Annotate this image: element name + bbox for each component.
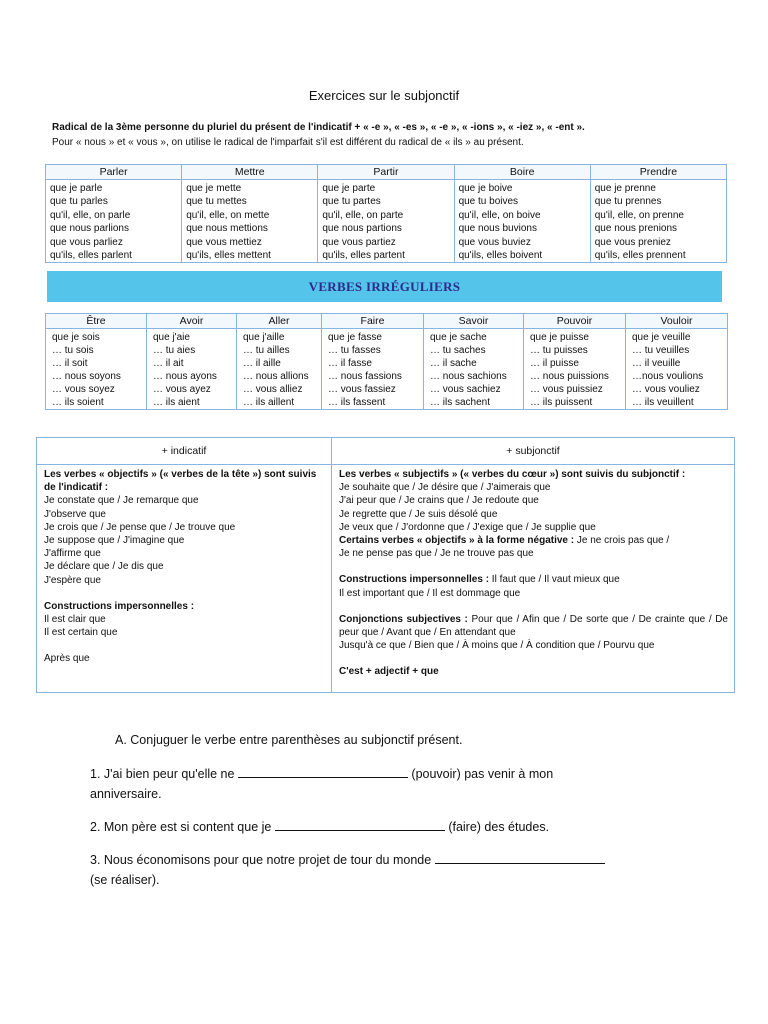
rule-nous-vous: Pour « nous » et « vous », on utilise le radical de l'imparfait s'il est différent du radical de « ils » au présent. [52,137,524,148]
indicatif-verb-line: Je constate que / Je remarque que [44,495,199,507]
conjugation-cell: que je parte que tu partes qu'il, elle, on parte que nous partions que vous partiez qu'ils, elles partent [318,180,454,263]
rule-formation: Radical de la 3ème personne du pluriel du présent de l'indicatif + « -e », « -es », « -e », « -ions », « -iez », « -ent ». [52,122,585,133]
question-2: 2. Mon père est si content que je (faire) des études. [90,820,550,834]
conjugation-cell: que je sache … tu saches … il sache … nous sachions … vous sachiez … ils sachent [424,329,524,410]
conjugation-cell: que je sois … tu sois … il soit … nous soyons … vous soyez … ils soient [46,329,147,410]
indicatif-verb-line: J'affirme que [44,548,101,560]
subjonctif-impersonal-line2: Il est important que / Il est dommage que [339,587,521,599]
conjugation-cell: que je boive que tu boives qu'il, elle, on boive que nous buvions que vous buviez qu'ils, elles boivent [454,180,590,263]
subjonctif-verb-line: Je regrette que / Je suis désolé que [339,508,498,520]
conjugation-cell: que je mette que tu mettes qu'il, elle, on mette que nous mettions que vous mettiez qu'ils, elles mettent [182,180,318,263]
header-prendre: Prendre [590,165,726,180]
subjonctif-cest-adjectif: C'est + adjectif + que [339,666,439,678]
subjonctif-verb-line: Je veux que / J'ordonne que / J'exige que / Je supplie que [339,521,596,533]
header-subjonctif: + subjonctif [332,438,735,465]
indicatif-verb-line: Je crois que / Je pense que / Je trouve que [44,521,236,533]
indicatif-impersonal-title: Constructions impersonnelles : [44,600,195,612]
indicatif-verb-line: Je déclare que / Je dis que [44,561,164,573]
answer-blank-1[interactable] [238,766,408,778]
question-1: 1. J'ai bien peur qu'elle ne (pouvoir) pas venir à mon anniversaire. [90,767,554,801]
irregular-verbs-banner: VERBES IRRÉGULIERS [47,271,722,302]
subjonctif-conjunctions: Conjonctions subjectives : Pour que / Afin que / De sorte que / De crainte que / De peur que / Avant que / En attendant que [339,613,728,639]
subjonctif-conjunctions-line3: Jusqu'à ce que / Bien que / À moins que / À condition que / Pourvu que [339,640,655,652]
subjonctif-verb-line: Je souhaite que / Je désire que / J'aimerais que [339,482,551,494]
header-faire: Faire [322,314,424,329]
conjugation-cell: que je veuille … tu veuilles … il veuille …nous voulions … vous vouliez … ils veuillent [626,329,728,410]
header-etre: Être [46,314,147,329]
page-title: Exercices sur le subjonctif [308,88,460,103]
irregular-verbs-table [45,313,728,410]
header-indicatif: + indicatif [37,438,332,465]
question-3: 3. Nous économisons pour que notre projet de tour du monde (se réaliser). [90,850,690,890]
indicatif-verb-line: Je suppose que / J'imagine que [44,535,185,547]
indicatif-verb-line: J'espère que [44,574,101,586]
subjonctif-intro: Les verbes « subjectifs » (« verbes du cœur ») sont suivis du subjonctif : [339,469,686,480]
indicatif-impersonal-line: Il est certain que [44,627,118,639]
indicatif-cell [37,465,332,693]
header-boire: Boire [454,165,590,180]
indicatif-impersonal-line: Il est clair que [44,614,106,626]
subjonctif-impersonal-line: Constructions impersonnelles : Il faut que / Il vaut mieux que [339,574,620,586]
conjugation-cell: que je parle que tu parles qu'il, elle, on parle que nous parlions que vous parliez qu'ils, elles parlent [46,180,182,263]
header-mettre: Mettre [182,165,318,180]
conjugation-cell: que j'aie … tu aies … il ait … nous ayons … vous ayez … ils aient [147,329,237,410]
subjonctif-negative-line: Certains verbes « objectifs » à la forme négative : Je ne crois pas que / [339,535,670,547]
header-parler: Parler [46,165,182,180]
header-vouloir: Vouloir [626,314,728,329]
exercise-heading: A. Conjuguer le verbe entre parenthèses au subjonctif présent. [115,733,463,747]
indicatif-verb-line: J'observe que [44,508,106,520]
conjugation-cell: que je fasse … tu fasses … il fasse … nous fassions … vous fassiez … ils fassent [322,329,424,410]
answer-blank-2[interactable] [275,819,445,831]
conjugation-cell: que j'aille … tu ailles … il aille … nous allions … vous alliez … ils aillent [237,329,322,410]
subjonctif-negative-line2: Je ne pense pas que / Je ne trouve pas que [339,548,534,560]
answer-blank-3[interactable] [435,852,605,864]
header-partir: Partir [318,165,454,180]
header-pouvoir: Pouvoir [524,314,626,329]
header-aller: Aller [237,314,322,329]
conjugation-cell: que je prenne que tu prennes qu'il, elle, on prenne que nous prenions que vous preniez qu'ils, elles prennent [590,180,726,263]
conjugation-cell: que je puisse … tu puisses … il puisse … nous puissions … vous puissiez … ils puissent [524,329,626,410]
header-savoir: Savoir [424,314,524,329]
subjonctif-verb-line: J'ai peur que / Je crains que / Je redoute que [339,495,539,507]
regular-verbs-table [45,164,727,263]
indicatif-apres-que: Après que [44,653,90,665]
indicatif-subjonctif-table [36,437,735,693]
subjonctif-cell [332,465,735,693]
indicatif-intro: Les verbes « objectifs » (« verbes de la tête ») sont suivis de l'indicatif : [44,469,317,494]
header-avoir: Avoir [147,314,237,329]
